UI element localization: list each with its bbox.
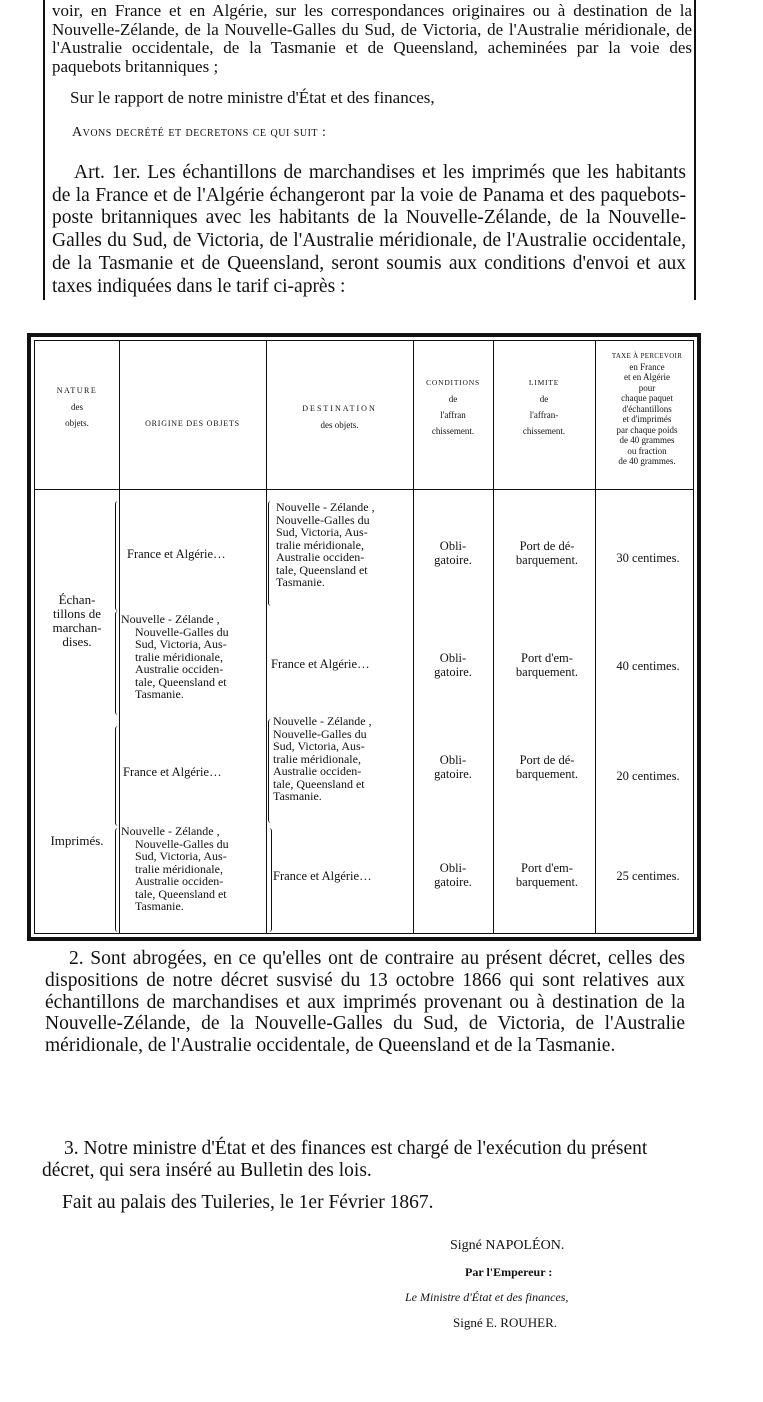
header-taxe-line7: et d'imprimés [622, 414, 672, 424]
header-taxe-line2: en France [629, 361, 665, 372]
g1r1-cond-l1: Obli- [439, 539, 467, 553]
g1r1-dest-l1: Nouvelle - Zélande , [276, 500, 375, 514]
g2r2-orig-l6: tale, Queensland et [135, 886, 227, 901]
g2r2-conditions [413, 861, 493, 889]
g1r2-destination: France et Algérie… [271, 657, 370, 671]
header-nature-title: NATURE [56, 386, 98, 395]
g1r1-lim-l2: barquement. [515, 553, 579, 567]
g1r1-dest-l6: tale, Queensland et [276, 562, 368, 577]
left-margin-rule [43, 0, 45, 300]
g2r1-dest-l7: Tasmanie. [273, 789, 322, 803]
g2r1-dest-l2: Nouvelle-Galles du [273, 726, 367, 741]
g2r2-orig-l4: tralie méridionale, [135, 861, 223, 876]
ministre-title: Le Ministre d'État et des finances, [405, 1290, 569, 1304]
intro-paragraph: voir, en France et en Algérie, sur les correspondances originaires ou à destination de la Nouvelle-Zélande, de la Nouvelle-Galles du Sud, de Victoria, de l'Australie méridionale, de l'Australie occidentale, de la Tasmanie et de Queensland, acheminées par la voie des paquebots britanniques ; [52, 1, 692, 76]
signature-napoleon: Signé NAPOLÉON. [450, 1238, 565, 1253]
header-destination-line2: des objets. [320, 420, 359, 430]
g2r1-dest-l6: tale, Queensland et [273, 776, 365, 791]
header-taxe-line3: et en Algérie [624, 372, 670, 382]
g1r1-dest-l3: Sud, Victoria, Aus- [276, 525, 368, 539]
g2r1-limite [497, 753, 597, 781]
right-margin-rule [694, 0, 696, 300]
signature-rouher: Signé E. ROUHER. [453, 1315, 557, 1330]
header-taxe-line10: ou fraction [627, 445, 667, 456]
header-origine: ORIGINE DES OBJETS [145, 419, 240, 428]
g1r1-conditions [413, 539, 493, 567]
g2r1-lim-l1: Port de dé- [519, 753, 575, 767]
header-conditions-title: CONDITIONS [426, 378, 480, 387]
g1r1-origine: France et Algérie… [127, 547, 226, 561]
g2r1-dest-l4: tralie méridionale, [273, 751, 361, 766]
decretons-text: Avons decrété et decretons ce qui suit : [72, 125, 327, 140]
g2r1-cond-l2: gatoire. [434, 767, 472, 781]
header-conditions-line3: l'affran [440, 410, 466, 420]
fait-line: Fait au palais des Tuileries, le 1er Février 1867. [62, 1192, 434, 1213]
g1r1-dest-l7: Tasmanie. [276, 575, 325, 589]
header-taxe-line5: chaque paquet [621, 393, 673, 403]
header-limite-line3: l'affran- [529, 410, 559, 420]
g1r2-orig-l6: tale, Queensland et [135, 674, 227, 689]
header-limite-line4: chissement. [522, 426, 566, 436]
header-taxe-line9: de 40 grammes [619, 435, 675, 445]
g2r2-limite [497, 861, 597, 889]
header-destination-title: DESTINATION [302, 404, 377, 413]
article-2 [45, 948, 685, 1057]
g1r2-orig-l5: Australie occiden- [135, 662, 224, 676]
tariff-table [27, 333, 701, 941]
g1r2-taxe: 40 centimes. [616, 659, 680, 673]
article-1-text: Les échantillons de marchandises et les imprimés que les habitants de la France et de l'Algérie échangeront par la voie de Panama et des paquebots-poste britanniques avec les habitants de la Nouvelle-Zélande, de la Nouvelle-Galles du Sud, de Victoria, de l'Australie méridionale, de l'Australie occidentale, de la Tasmanie et de Queensland, seront soumis aux conditions d'envoi et aux taxes indiquées dans le tarif ci-après : [52, 162, 686, 297]
g2r2-orig-l3: Sud, Victoria, Aus- [135, 849, 227, 863]
header-nature-line3: objets. [65, 418, 89, 428]
par-empereur: Par l'Empereur : [465, 1265, 553, 1279]
article-3 [42, 1138, 687, 1181]
header-conditions [413, 375, 493, 439]
g1r2-lim-l2: barquement. [515, 665, 579, 679]
article-2-text: 2. Sont abrogées, en ce qu'elles ont de contraire au présent décret, celles des dispositions de notre décret susvisé du 13 octobre 1866 qui sont relatives aux échantillons de marchandises et aux imprimés provenant ou à destination de la Nouvelle-Zélande, de la Nouvelle-Galles du Sud, de Victoria, de l'Australie méridionale, de l'Australie occidentale, de Queensland et de la Tasmanie. [45, 948, 685, 1057]
g2r2-orig-l2: Nouvelle-Galles du [135, 836, 229, 851]
article-1-label: Art. 1er. [74, 162, 141, 183]
brace-echantillons-row1 [115, 501, 122, 611]
g2r2-lim-l1: Port d'em- [521, 861, 573, 875]
header-limite-title: LIMITE [528, 378, 560, 387]
g1r1-dest-l2: Nouvelle-Galles du [276, 512, 370, 527]
header-limite-line2: de [539, 394, 549, 404]
tariff-table-inner [34, 340, 694, 934]
article-1 [52, 162, 686, 298]
g1r2-limite [497, 651, 597, 679]
header-taxe-line4: pour [638, 382, 656, 393]
g2r2-orig-l5: Australie occiden- [135, 874, 224, 888]
g2r2-destination: France et Algérie… [273, 869, 372, 883]
nature-echantillons [37, 593, 117, 649]
brace-g1r1-destination [268, 501, 275, 606]
brace-imprimes-row1 [115, 726, 122, 826]
g2r1-lim-l2: barquement. [515, 767, 579, 781]
g2r1-destination [273, 715, 418, 803]
g1r2-orig-l1: Nouvelle - Zélande , [121, 612, 220, 626]
nature-echantillons-l3: marchan- [52, 620, 102, 635]
g1r1-destination [276, 501, 416, 589]
g1r2-orig-l4: tralie méridionale, [135, 649, 223, 664]
g2r2-taxe: 25 centimes. [616, 869, 680, 883]
g1r1-dest-l5: Australie occiden- [276, 550, 365, 564]
g1r1-limite [497, 539, 597, 567]
g1r1-cond-l2: gatoire. [434, 553, 472, 567]
article-3-text: 3. Notre ministre d'État et des finances est chargé de l'exécution du présent décret, qui sera inséré au Bulletin des lois. [42, 1138, 648, 1181]
g1r2-orig-l3: Sud, Victoria, Aus- [135, 637, 227, 651]
nature-imprimes: Imprimés. [50, 833, 104, 848]
g2r1-dest-l1: Nouvelle - Zélande , [273, 714, 372, 728]
g1r1-taxe: 30 centimes. [616, 551, 680, 565]
g2r1-dest-l3: Sud, Victoria, Aus- [273, 739, 365, 753]
g2r1-taxe: 20 centimes. [616, 769, 680, 783]
header-taxe-line8: par chaque poids [616, 424, 678, 435]
g1r2-orig-l2: Nouvelle-Galles du [135, 624, 229, 639]
header-conditions-line4: chissement. [431, 426, 475, 436]
g1r2-orig-l7: Tasmanie. [135, 687, 184, 701]
rapport-line: Sur le rapport de notre ministre d'État et des finances, [70, 88, 435, 107]
g2r2-orig-l1: Nouvelle - Zélande , [121, 824, 220, 838]
g1r2-cond-l1: Obli- [439, 651, 467, 665]
g1r1-dest-l4: tralie méridionale, [276, 537, 364, 552]
g1r2-conditions [413, 651, 493, 679]
g1r1-lim-l1: Port de dé- [519, 539, 575, 553]
header-taxe-title: TAXE À PERCEVOIR [611, 352, 683, 360]
g2r2-orig-l7: Tasmanie. [135, 899, 184, 913]
brace-g2r2-origine [265, 828, 272, 932]
g2r1-dest-l5: Australie occiden- [273, 764, 362, 778]
decretons-line [72, 125, 326, 141]
header-nature-line2: des [71, 402, 83, 412]
header-taxe [596, 351, 698, 467]
nature-echantillons-l4: dises. [62, 634, 92, 649]
g2r2-cond-l1: Obli- [439, 861, 467, 875]
header-conditions-line2: de [448, 394, 458, 404]
header-limite [493, 375, 595, 439]
header-nature [35, 383, 119, 431]
g2r2-lim-l2: barquement. [515, 875, 579, 889]
nature-echantillons-l2: tillons de [52, 606, 102, 621]
header-taxe-line11: de 40 grammes. [618, 456, 676, 466]
g1r2-origine [121, 613, 271, 701]
g1r2-cond-l2: gatoire. [434, 665, 472, 679]
header-taxe-line6: d'échantillons [622, 403, 672, 414]
nature-echantillons-l1: Échan- [58, 592, 96, 607]
header-destination [266, 401, 413, 433]
g2r2-origine [121, 825, 271, 913]
g2r1-conditions [413, 753, 493, 781]
g2r2-cond-l2: gatoire. [434, 875, 472, 889]
g2r1-origine: France et Algérie… [123, 765, 222, 779]
g1r2-lim-l1: Port d'em- [521, 651, 573, 665]
g2r1-cond-l1: Obli- [439, 753, 467, 767]
